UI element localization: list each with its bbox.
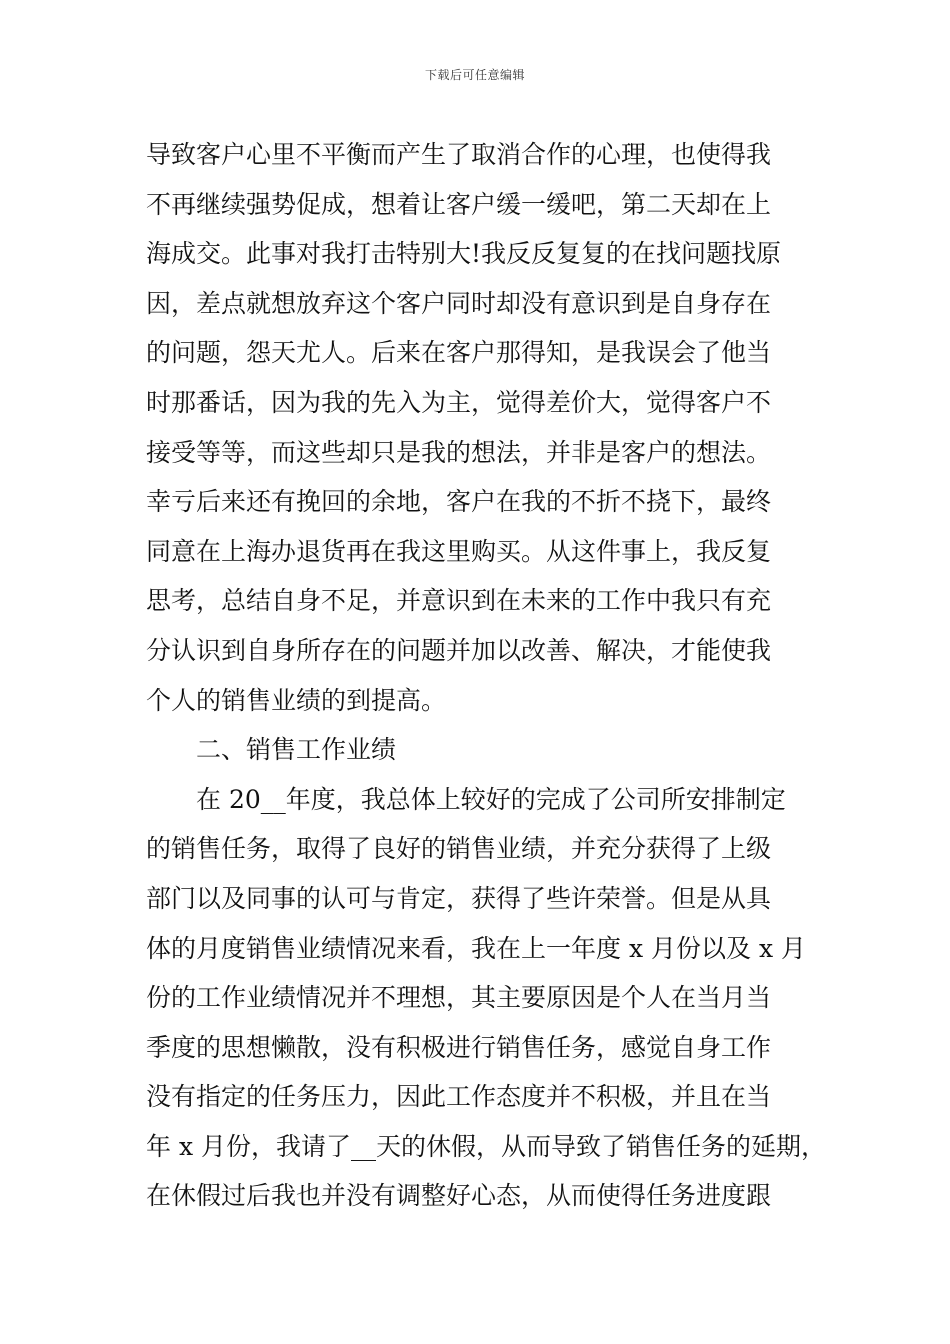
text-line: 的问题，怨天尤人。后来在客户那得知，是我误会了他当 [146, 338, 772, 368]
text-line: 导致客户心里不平衡而产生了取消合作的心理，也使得我 [146, 140, 772, 169]
text-line: 在 20__年度，我总体上较好的完成了公司所安排制定 [196, 784, 786, 814]
text-line: 幸亏后来还有挽回的余地，客户在我的不折不挠下，最终 [146, 487, 772, 517]
page-header: 下载后可任意编辑 [424, 68, 525, 82]
text-line: 年 x 月份，我请了__天的休假，从而导致了销售任务的延期， [146, 1131, 826, 1161]
text-line: 因，差点就想放弃这个客户同时却没有意识到是自身存在 [146, 288, 772, 318]
text-line: 同意在上海办退货再在我这里购买。从这件事上，我反复 [146, 536, 772, 566]
text-line: 没有指定的任务压力，因此工作态度并不积极，并且在当 [146, 1082, 772, 1112]
text-line: 时那番话，因为我的先入为主，觉得差价大，觉得客户不 [146, 387, 772, 417]
text-line: 份的工作业绩情况并不理想，其主要原因是个人在当月当 [146, 983, 772, 1013]
text-line: 的销售任务，取得了良好的销售业绩，并充分获得了上级 [146, 834, 772, 864]
text-line: 分认识到自身所存在的问题并加以改善、解决，才能使我 [146, 635, 772, 665]
body-text [146, 130, 836, 1221]
text-line: 在休假过后我也并没有调整好心态，从而使得任务进度跟 [146, 1181, 772, 1211]
text-line: 海成交。此事对我打击特别大!我反反复复的在找问题找原 [146, 239, 782, 269]
text-line: 部门以及同事的认可与肯定，获得了些许荣誉。但是从具 [146, 883, 772, 913]
text-line: 不再继续强势促成，想着让客户缓一缓吧，第二天却在上 [146, 189, 772, 219]
text-line: 思考，总结自身不足，并意识到在未来的工作中我只有充 [146, 586, 772, 616]
text-line: 体的月度销售业绩情况来看，我在上一年度 x 月份以及 x 月 [146, 933, 806, 963]
text-line: 接受等等，而这些却只是我的想法，并非是客户的想法。 [146, 437, 772, 467]
text-line: 季度的思想懒散，没有积极进行销售任务，感觉自身工作 [146, 1032, 772, 1062]
text-line: 个人的销售业绩的到提高。 [146, 685, 447, 715]
section-heading: 二、销售工作业绩 [196, 735, 397, 765]
